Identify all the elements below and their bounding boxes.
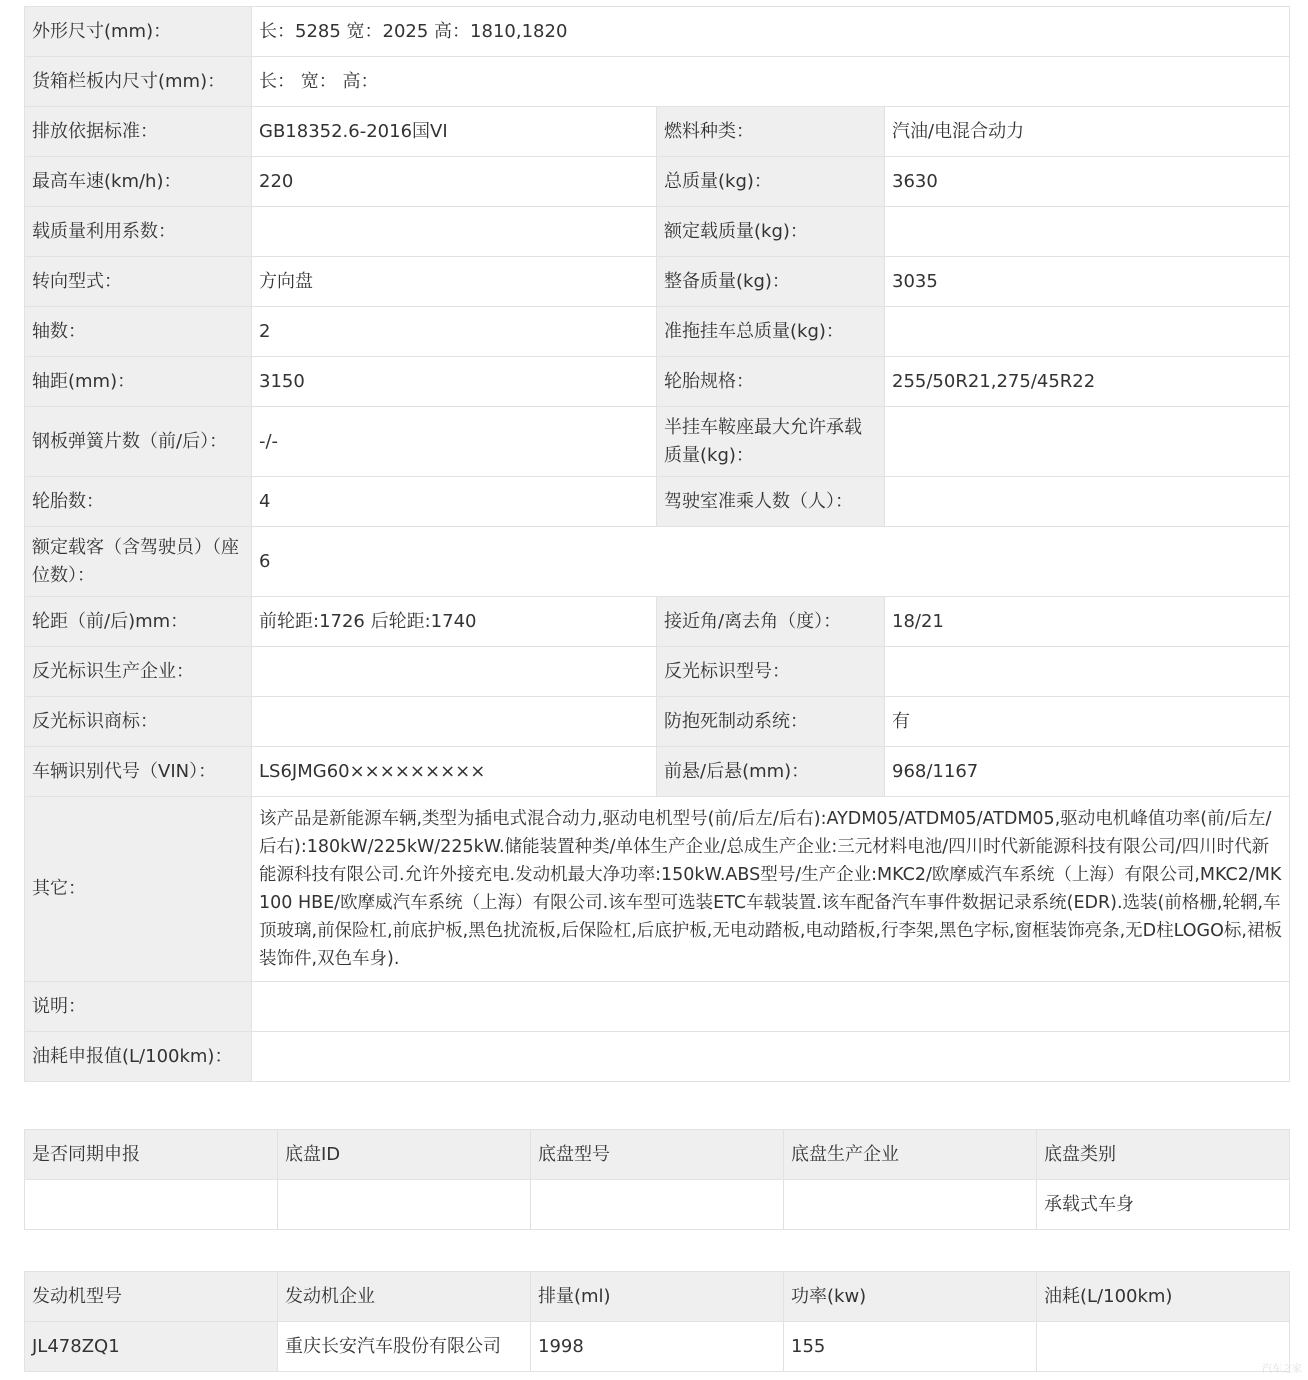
engine-header-maker: 发动机企业 [278,1272,531,1322]
notes-value [252,982,1290,1032]
seats-label: 额定载客（含驾驶员）（座位数）： [25,527,252,597]
max-speed-value: 220 [252,157,657,207]
wheelbase-label: 轴距(mm)： [25,357,252,407]
saddle-load-label: 半挂车鞍座最大允许承载质量(kg)： [657,407,885,477]
table-row [25,597,1290,647]
reflector-brand-value [252,697,657,747]
table-row [25,407,1290,477]
reflector-brand-label: 反光标识商标： [25,697,252,747]
chassis-cell-simultaneous [25,1180,278,1230]
fuel-consumption-label: 油耗申报值(L/100km)： [25,1032,252,1082]
chassis-cell-id [278,1180,531,1230]
table-header-row [25,1272,1290,1322]
engine-cell-power: 155 [784,1322,1037,1372]
track-label: 轮距（前/后)mm： [25,597,252,647]
overhang-label: 前悬/后悬(mm)： [657,747,885,797]
leaf-spring-value: -/- [252,407,657,477]
other-label: 其它： [25,797,252,982]
engine-cell-maker: 重庆长安汽车股份有限公司 [278,1322,531,1372]
overhang-value: 968/1167 [885,747,1290,797]
table-row [25,697,1290,747]
table-row [25,207,1290,257]
tire-count-label: 轮胎数： [25,477,252,527]
approach-angle-value: 18/21 [885,597,1290,647]
notes-label: 说明： [25,982,252,1032]
table-row [25,527,1290,597]
approach-angle-label: 接近角/离去角（度）： [657,597,885,647]
emission-label: 排放依据标准： [25,107,252,157]
chassis-header-simultaneous: 是否同期申报 [25,1130,278,1180]
rated-load-value [885,207,1290,257]
table-row [25,107,1290,157]
cargo-box-value: 长： 宽： 高： [252,57,1290,107]
fuel-consumption-value [252,1032,1290,1082]
table-row [25,307,1290,357]
chassis-table [24,1129,1290,1230]
chassis-cell-maker [784,1180,1037,1230]
engine-header-consumption: 油耗(L/100km) [1037,1272,1290,1322]
engine-cell-model: JL478ZQ1 [25,1322,278,1372]
engine-cell-displacement: 1998 [531,1322,784,1372]
table-row [25,257,1290,307]
steering-label: 转向型式： [25,257,252,307]
table-row [25,647,1290,697]
chassis-header-category: 底盘类别 [1037,1130,1290,1180]
tire-spec-value: 255/50R21,275/45R22 [885,357,1290,407]
table-row [25,357,1290,407]
curb-mass-value: 3035 [885,257,1290,307]
leaf-spring-label: 钢板弹簧片数（前/后）： [25,407,252,477]
table-row [25,477,1290,527]
chassis-header-id: 底盘ID [278,1130,531,1180]
reflector-maker-label: 反光标识生产企业： [25,647,252,697]
reflector-maker-value [252,647,657,697]
abs-value: 有 [885,697,1290,747]
steering-value: 方向盘 [252,257,657,307]
dimensions-label: 外形尺寸(mm)： [25,7,252,57]
vehicle-spec-table [24,6,1290,1082]
total-mass-value: 3630 [885,157,1290,207]
cab-passengers-value [885,477,1290,527]
tire-spec-label: 轮胎规格： [657,357,885,407]
curb-mass-label: 整备质量(kg)： [657,257,885,307]
table-row [25,797,1290,982]
vin-label: 车辆识别代号（VIN）： [25,747,252,797]
abs-label: 防抱死制动系统： [657,697,885,747]
dimensions-value: 长：5285 宽：2025 高：1810,1820 [252,7,1290,57]
load-factor-label: 载质量利用系数： [25,207,252,257]
table-row [25,7,1290,57]
cargo-box-label: 货箱栏板内尺寸(mm)： [25,57,252,107]
chassis-cell-category: 承载式车身 [1037,1180,1290,1230]
table-row [25,1180,1290,1230]
watermark-logo: 汽车之家 [1262,1364,1302,1375]
chassis-cell-model [531,1180,784,1230]
load-factor-value [252,207,657,257]
vin-value: LS6JMG60××××××××× [252,747,657,797]
saddle-load-value [885,407,1290,477]
total-mass-label: 总质量(kg)： [657,157,885,207]
fuel-label: 燃料种类： [657,107,885,157]
rated-load-label: 额定载质量(kg)： [657,207,885,257]
reflector-model-value [885,647,1290,697]
trailer-mass-value [885,307,1290,357]
emission-value: GB18352.6-2016国VI [252,107,657,157]
engine-header-displacement: 排量(ml) [531,1272,784,1322]
chassis-header-model: 底盘型号 [531,1130,784,1180]
table-row [25,747,1290,797]
axles-value: 2 [252,307,657,357]
engine-header-model: 发动机型号 [25,1272,278,1322]
fuel-value: 汽油/电混合动力 [885,107,1290,157]
other-value: 该产品是新能源车辆,类型为插电式混合动力,驱动电机型号(前/后左/后右):AYDM05/ATDM05/ATDM05,驱动电机峰值功率(前/后左/后右):180kW/225kW/225kW.储能装置种类/单体生产企业/总成生产企业:三元材料电池/四川时代新能源科技有限公司/四川时代新能源科技有限公司.允许外接充电.发动机最大净功率:150kW.ABS型号/生产企业:MKC2/欧摩威汽车系统（上海）有限公司,MKC2/MK100 HBE/欧摩威汽车系统（上海）有限公司.该车型可选装ETC车载装置.该车配备汽车事件数据记录系统(EDR).选装(前格栅,轮辋,车顶玻璃,前保险杠,前底护板,黑色扰流板,后保险杠,后底护板,无电动踏板,电动踏板,行李架,黑色字标,窗框装饰亮条,无D柱LOGO标,裙板装饰件,双色车身). [252,797,1290,982]
table-row [25,1322,1290,1372]
wheelbase-value: 3150 [252,357,657,407]
reflector-model-label: 反光标识型号： [657,647,885,697]
table-header-row [25,1130,1290,1180]
table-row [25,57,1290,107]
tire-count-value: 4 [252,477,657,527]
axles-label: 轴数： [25,307,252,357]
max-speed-label: 最高车速(km/h)： [25,157,252,207]
seats-value: 6 [252,527,1290,597]
table-row [25,157,1290,207]
cab-passengers-label: 驾驶室准乘人数（人）： [657,477,885,527]
engine-header-power: 功率(kw) [784,1272,1037,1322]
table-row [25,1032,1290,1082]
track-value: 前轮距:1726 后轮距:1740 [252,597,657,647]
trailer-mass-label: 准拖挂车总质量(kg)： [657,307,885,357]
chassis-header-maker: 底盘生产企业 [784,1130,1037,1180]
table-row [25,982,1290,1032]
engine-table [24,1271,1290,1372]
